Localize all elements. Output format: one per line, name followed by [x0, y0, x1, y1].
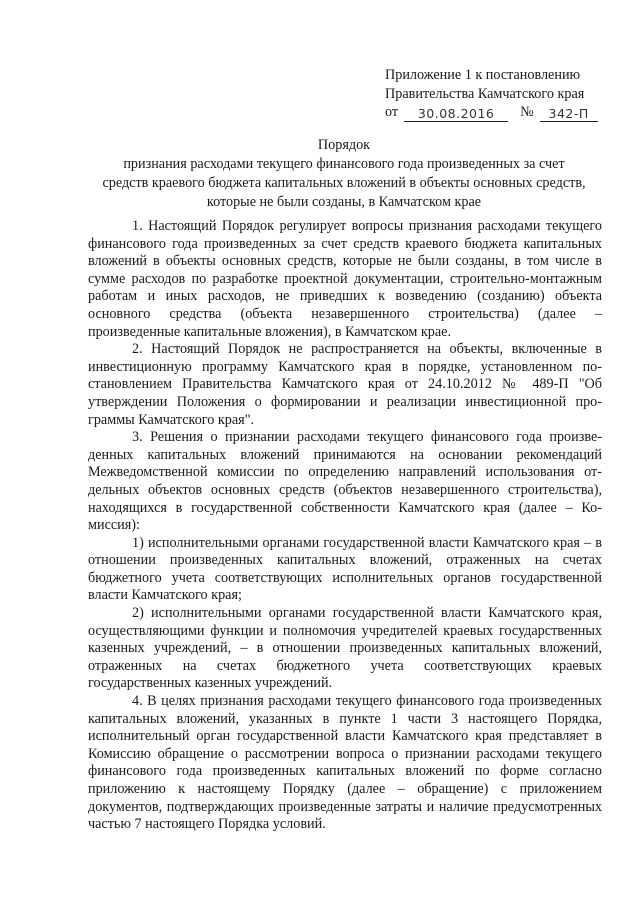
title-line-3: средств краевого бюджета капитальных вложений в объекты основных средств, [102, 175, 586, 191]
paragraph-4: 4. В целях признания расходами текущего финансового года произведенных капитальных вложений, указанных в пункте 1 части 3 настоящего Порядка, исполнительный орган государственной власти Камчатского края представляет в Комиссию обращение о рассмотрении вопроса о признании расходами текущего финансового года произведенных капитальных вложений по форме согласно приложению к настоящему Порядку (далее – обращение) с приложением документов, подтверждающих произведенные затраты и наличие предусмотренных частью 7 настоящего Порядка условий. [88, 693, 602, 833]
paragraph-3-item-1: 1) исполнительными органами государственной власти Камчатского края – в отношении произведенных капитальных вложений, отраженных на счетах бюджетного учета соответствующих исполнительных органов государственной власти Камчатского края; [88, 534, 602, 604]
appendix-header [385, 66, 600, 122]
date-number-row [385, 103, 600, 122]
handwritten-number: 342-П [540, 106, 598, 122]
paragraph-1: 1. Настоящий Порядок регулирует вопросы признания расходами текущего финансового года произведенных за счет средств краевого бюджета капитальных вложений в объекты основных средств, которые не были созданы, в том числе в сумме расходов по разработке проектной документации, строительно-монтажным работам и иных расходов, не приведших к возведению (созданию) объекта основного средства (объекта незавершенного строительства) (далее – произведенные капитальные вложения), в Камчатском крае. [88, 218, 602, 340]
title-line-1: Порядок [317, 137, 371, 153]
date-prefix: от [385, 104, 399, 120]
document-body [88, 218, 602, 834]
paragraph-3-item-2: 2) исполнительными органами государственной власти Камчатского края, осуществляющими функции и полномочия учредителей краевых государственных казенных учреждений, – в отношении произведенных капитальных вложений, отраженных на счетах бюджетного учета соответствующих краевых государственных казенных учреждений. [88, 605, 602, 692]
paragraph-2: 2. Настоящий Порядок не распространяется на объекты, включенные в инвестиционную программу Камчатского края в порядке, установленном постановлением Правительства Камчатского края от 24.10.2012 № 489-П "Об утверждении Положения о формировании и реализации инвестиционной программы Камчатского края". [88, 341, 602, 428]
paragraph-3: 3. Решения о признании расходами текущего финансового года произведенных капитальных вложений принимаются на основании рекомендаций Межведомственной комиссии по определению направлений использования отдельных объектов основных средств (объектов незавершенного строительства), находящихся в государственной собственности Камчатского края (далее – Комиссия): [88, 429, 602, 534]
handwritten-date: 30.08.2016 [404, 106, 508, 122]
title-line-4: которые не были созданы, в Камчатском крае [206, 194, 482, 210]
number-sign: № [520, 104, 534, 120]
document-title [88, 136, 600, 212]
title-line-2: признания расходами текущего финансового года произведенных за счет [123, 156, 565, 172]
appendix-line-2: Правительства Камчатского края [385, 85, 585, 102]
appendix-line-1: Приложение 1 к постановлению [385, 67, 581, 83]
